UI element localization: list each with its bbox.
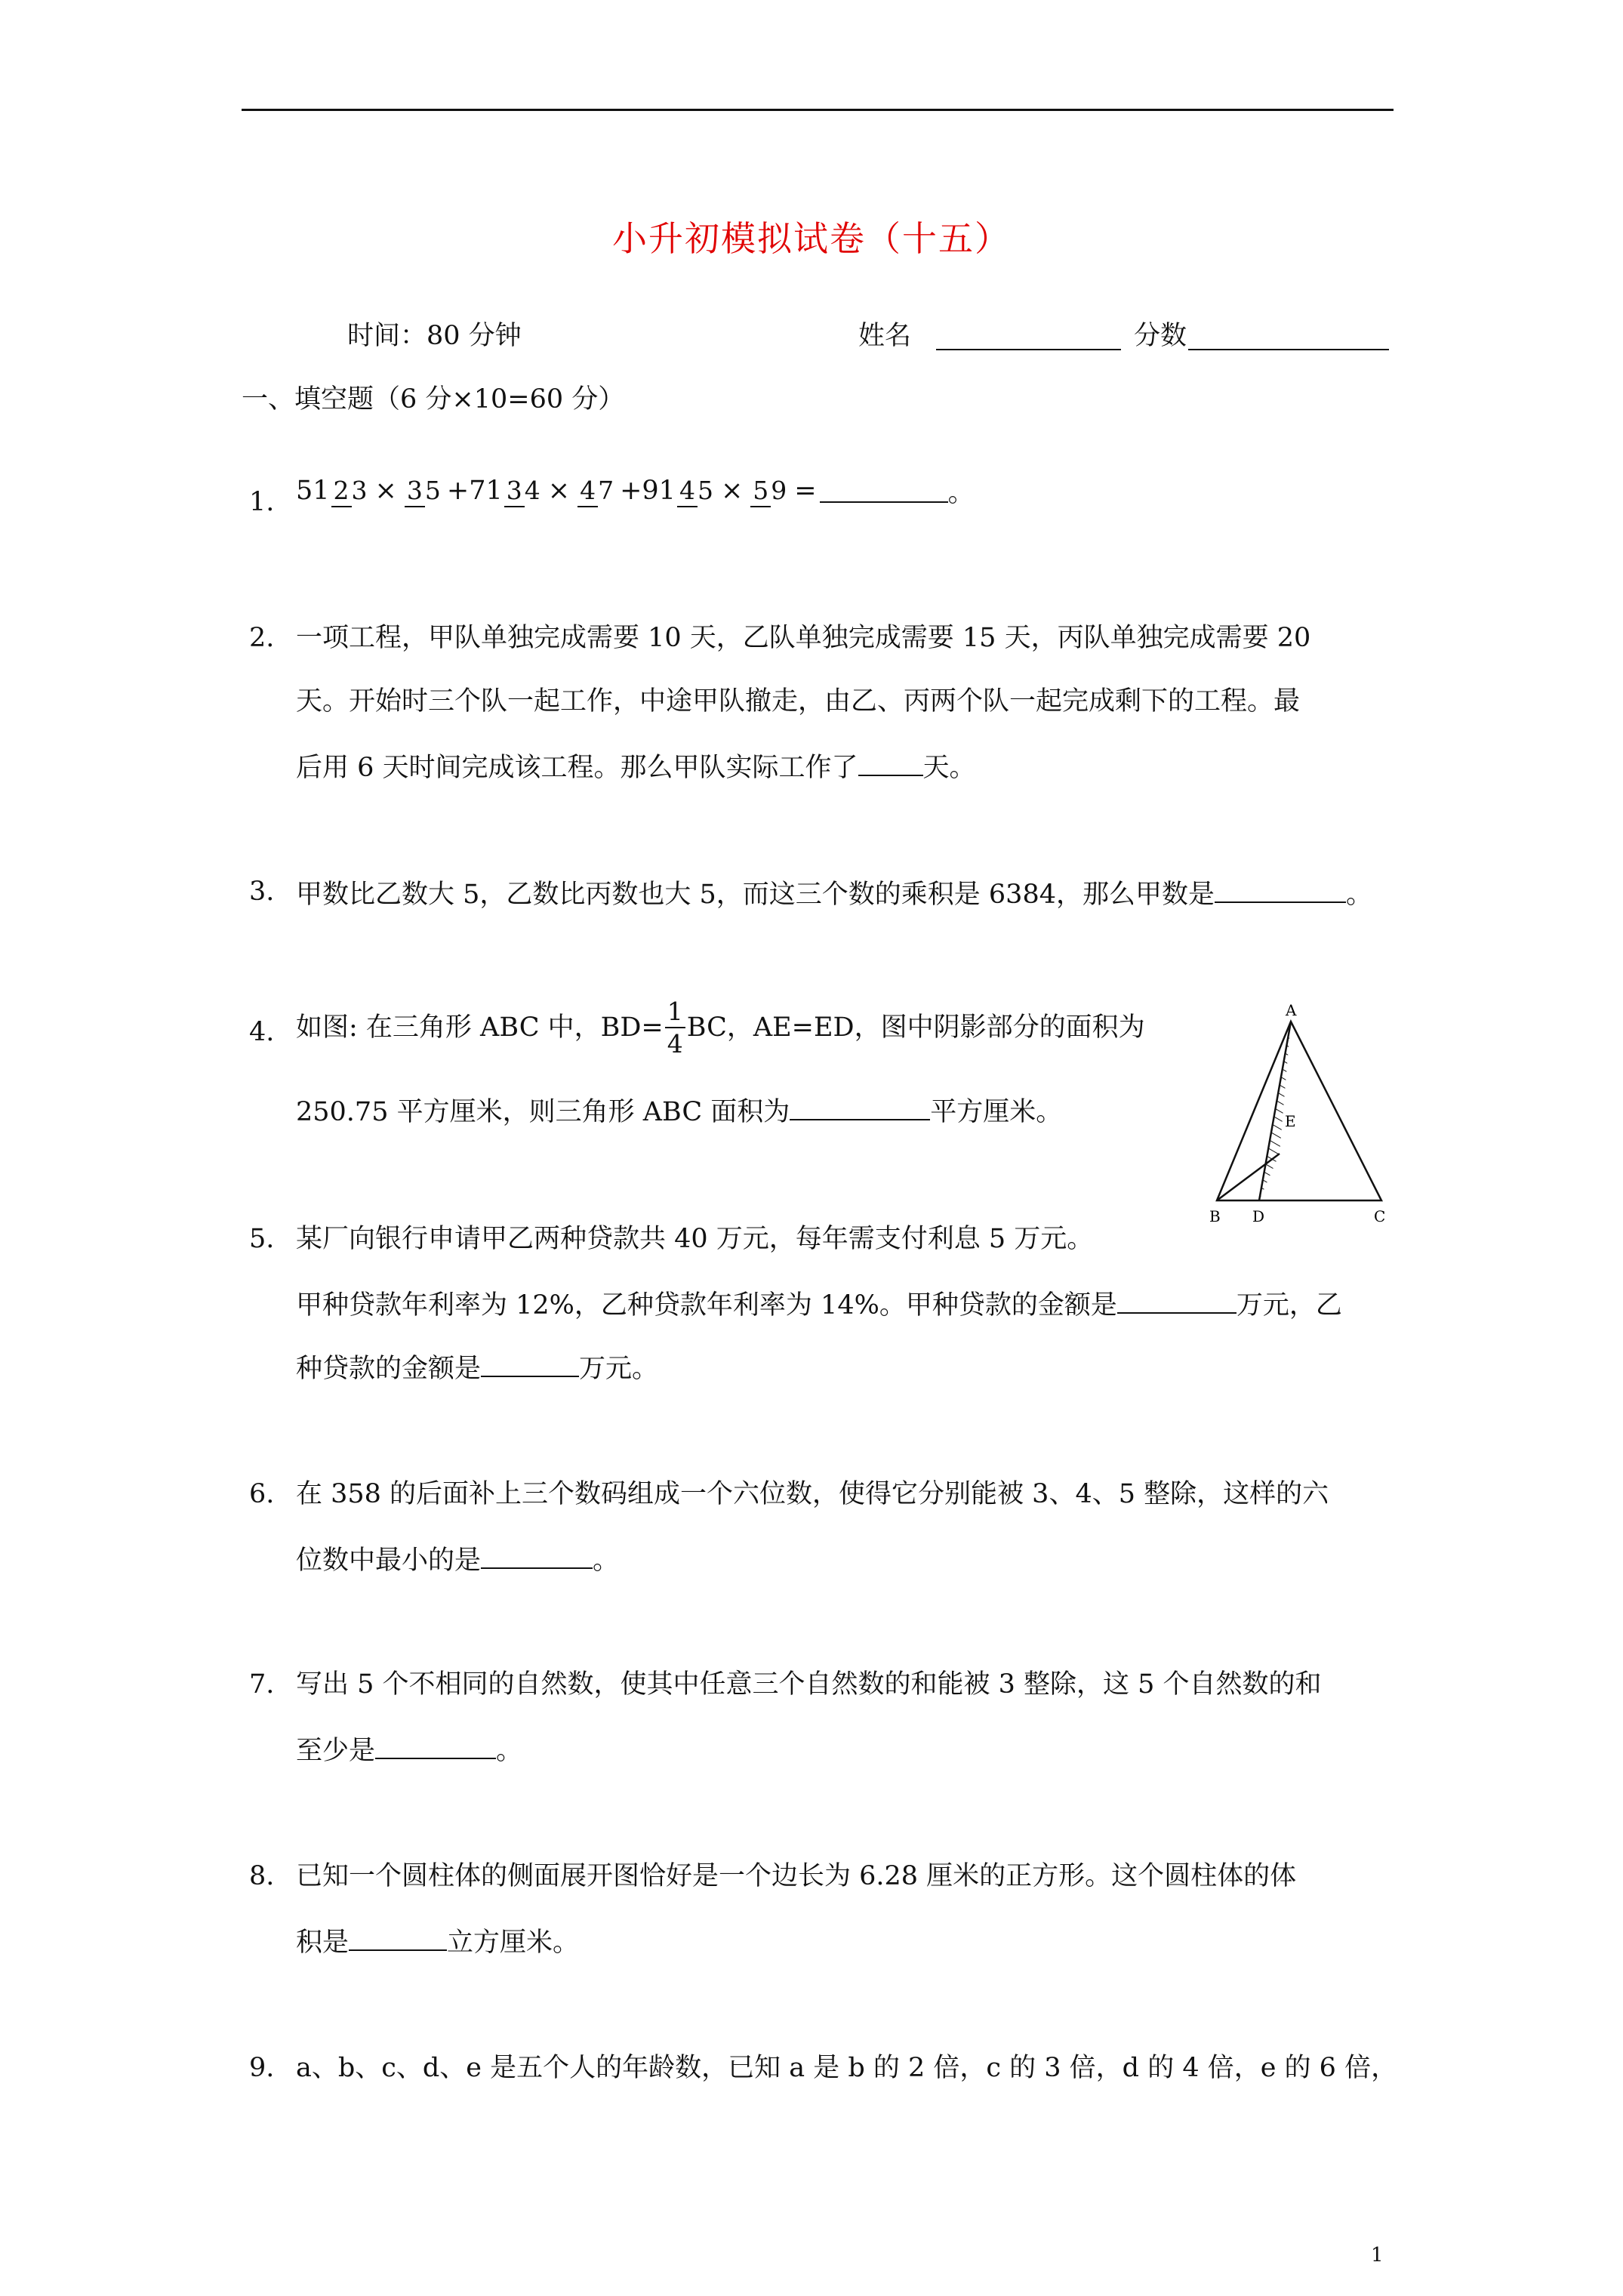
score-field[interactable] bbox=[1188, 326, 1389, 350]
q4-line2: 250.75 平方厘米，则三角形 ABC 面积为 平方厘米。 bbox=[296, 1097, 1063, 1127]
header-rule bbox=[242, 109, 1394, 111]
q7-line1: 写出 5 个不相同的自然数，使其中任意三个自然数的和能被 3 整除，这 5 个自然数的和 bbox=[296, 1669, 1322, 1700]
q1-fraction: 59 bbox=[750, 475, 787, 507]
q2-line3: 后用 6 天时间完成该工程。那么甲队实际工作了 天。 bbox=[296, 753, 976, 783]
q1-whole: 51 bbox=[296, 476, 330, 506]
question-number: 3. bbox=[249, 877, 275, 907]
q1-fraction: 34 bbox=[504, 475, 540, 507]
triangle-abc bbox=[1217, 1022, 1381, 1200]
q1-op: × bbox=[720, 476, 744, 506]
question-number: 2. bbox=[249, 623, 275, 653]
segment-ad bbox=[1259, 1022, 1291, 1200]
q6-line2: 位数中最小的是 。 bbox=[296, 1546, 620, 1576]
label-e: E bbox=[1285, 1112, 1296, 1130]
q5-line2: 甲种贷款年利率为 12%，乙种贷款年利率为 14%。甲种贷款的金额是 万元，乙 bbox=[296, 1290, 1342, 1321]
name-label: 姓名 bbox=[858, 321, 912, 351]
question-number: 9. bbox=[249, 2053, 275, 2083]
q1-end: 。 bbox=[947, 478, 975, 508]
triangle-figure bbox=[1193, 1000, 1397, 1234]
q1-fraction: 45 bbox=[677, 475, 713, 507]
q1-op: +91 bbox=[620, 476, 676, 506]
q4-line1: 如图: 在三角形 ABC 中，BD= $\frac{1}{4}$ BC，AE=ED，图中阴影部分的面积为 bbox=[296, 997, 1145, 1059]
q1-fraction: 47 bbox=[577, 475, 614, 507]
score-label: 分数 bbox=[1134, 321, 1187, 351]
q1-fraction: 35 bbox=[405, 475, 441, 507]
question-number: 4. bbox=[249, 1017, 275, 1047]
q1-answer-blank[interactable] bbox=[820, 479, 948, 503]
question-number: 1. bbox=[249, 487, 275, 517]
q5-line1: 某厂向银行申请甲乙两种贷款共 40 万元，每年需支付利息 5 万元。 bbox=[296, 1224, 1094, 1254]
name-field[interactable] bbox=[936, 326, 1121, 350]
page-title: 小升初模拟试卷（十五） bbox=[612, 218, 1011, 259]
q7-answer-blank[interactable] bbox=[375, 1735, 496, 1759]
q1-op: +71 bbox=[446, 476, 503, 506]
q4-answer-blank[interactable] bbox=[790, 1096, 930, 1120]
question-number: 7. bbox=[249, 1669, 275, 1700]
q8-line1: 已知一个圆柱体的侧面展开图恰好是一个边长为 6.28 厘米的正方形。这个圆柱体的体 bbox=[296, 1861, 1297, 1891]
q5-answer-blank-1[interactable] bbox=[1117, 1290, 1236, 1314]
q7-line2: 至少是 。 bbox=[296, 1736, 523, 1766]
q5-answer-blank-2[interactable] bbox=[481, 1353, 579, 1377]
q1-fraction: 23 bbox=[331, 475, 368, 507]
question-number: 8. bbox=[249, 1861, 275, 1891]
q8-line2: 积是 立方厘米。 bbox=[296, 1928, 580, 1958]
q2-line1: 一项工程，甲队单独完成需要 10 天，乙队单独完成需要 15 天，丙队单独完成需要 20 bbox=[296, 623, 1311, 653]
q2-answer-blank[interactable] bbox=[858, 752, 923, 776]
section-heading: 一、填空题（6 分×10=60 分） bbox=[242, 384, 625, 415]
label-d: D bbox=[1252, 1207, 1265, 1225]
question-number: 6. bbox=[249, 1479, 275, 1509]
time-label: 时间：80 分钟 bbox=[347, 321, 522, 351]
q1-equals: = bbox=[794, 476, 817, 506]
label-b: B bbox=[1209, 1207, 1221, 1225]
q6-answer-blank[interactable] bbox=[481, 1545, 593, 1569]
label-c: C bbox=[1374, 1207, 1386, 1225]
q3-line1: 甲数比乙数大 5，乙数比丙数也大 5，而这三个数的乘积是 6384，那么甲数是 。 bbox=[296, 880, 1373, 910]
q1-expression bbox=[296, 472, 975, 510]
q4-fraction: $\frac{1}{4}$ bbox=[665, 999, 685, 1056]
q1-op: × bbox=[374, 476, 397, 506]
q2-line2: 天。开始时三个队一起工作，中途甲队撤走，由乙、丙两个队一起完成剩下的工程。最 bbox=[296, 686, 1301, 717]
label-a: A bbox=[1286, 1001, 1297, 1019]
page-number: 1 bbox=[1371, 2244, 1384, 2267]
q8-answer-blank[interactable] bbox=[349, 1927, 447, 1951]
question-number: 5. bbox=[249, 1224, 275, 1254]
q9-line1: a、b、c、d、e 是五个人的年龄数，已知 a 是 b 的 2 倍，c 的 3 倍，d 的 4 倍，e 的 6 倍， bbox=[296, 2053, 1398, 2083]
q3-answer-blank[interactable] bbox=[1215, 879, 1346, 903]
q1-op: × bbox=[547, 476, 571, 506]
q6-line1: 在 358 的后面补上三个数码组成一个六位数，使得它分别能被 3、4、5 整除，这样的六 bbox=[296, 1479, 1329, 1509]
q5-line3: 种贷款的金额是 万元。 bbox=[296, 1354, 659, 1384]
